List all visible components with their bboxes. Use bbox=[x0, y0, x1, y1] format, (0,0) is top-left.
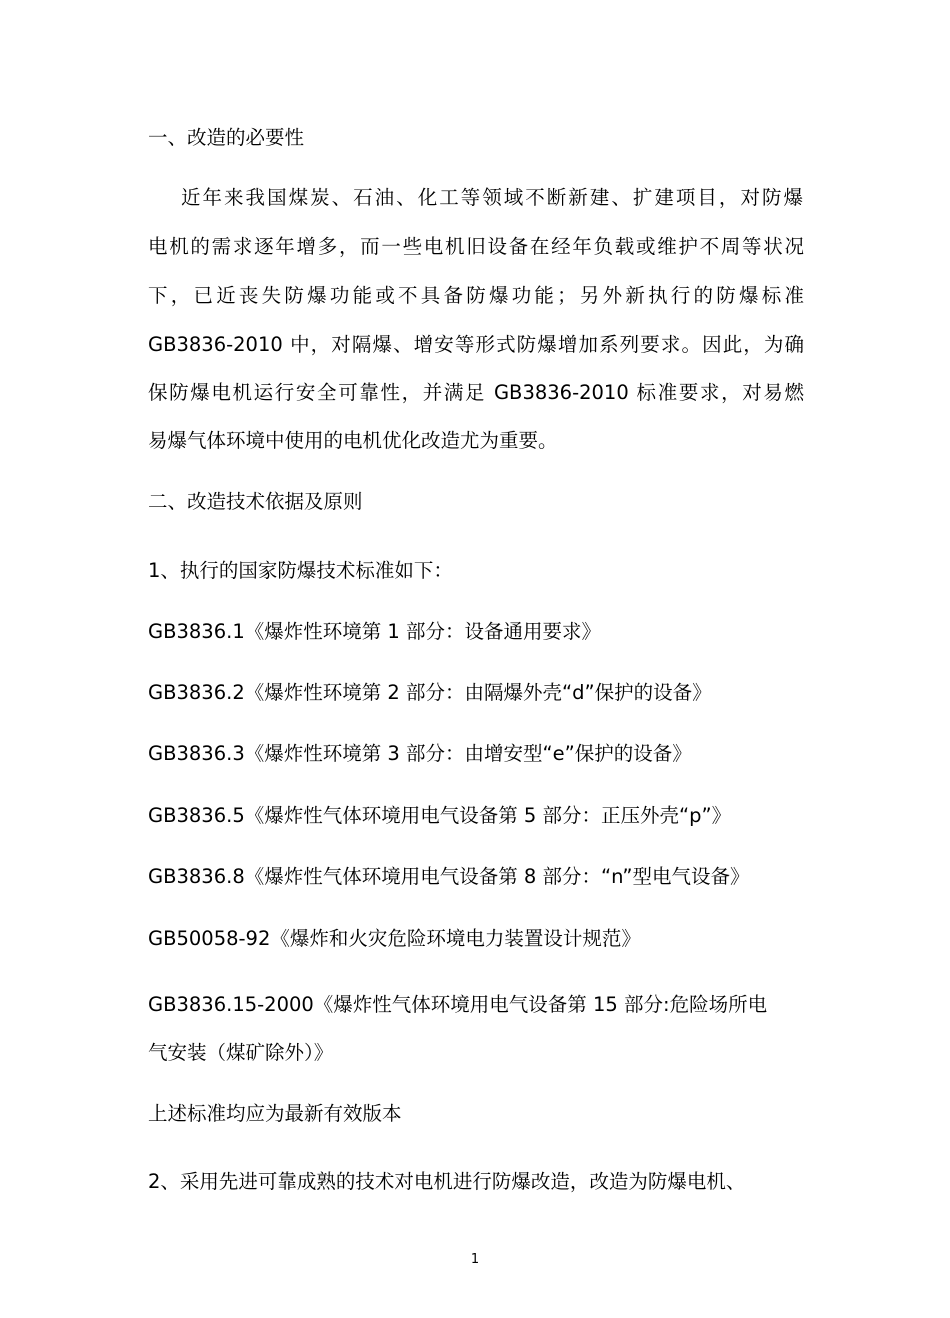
paragraph-line: 易爆气体环境中使用的电机优化改造尤为重要。 bbox=[148, 429, 558, 452]
standard-item-continuation: 气安装（煤矿除外）》 bbox=[148, 1041, 334, 1064]
paragraph-line: 下，已近丧失防爆功能或不具备防爆功能；另外新执行的防爆标准 bbox=[148, 284, 804, 307]
section-heading-necessity: 一、改造的必要性 bbox=[148, 126, 305, 149]
page-number: 1 bbox=[470, 1252, 480, 1267]
section-heading-basis: 二、改造技术依据及原则 bbox=[148, 490, 363, 513]
standard-item: GB50058-92《爆炸和火灾危险环境电力装置设计规范》 bbox=[148, 927, 641, 950]
paragraph-line: 近年来我国煤炭、石油、化工等领域不断新建、扩建项目，对防爆 bbox=[181, 186, 803, 209]
item-2-line: 2、采用先进可靠成熟的技术对电机进行防爆改造，改造为防爆电机、 bbox=[148, 1170, 746, 1193]
paragraph-line: GB3836-2010 中，对隔爆、增安等形式防爆增加系列要求。因此，为确 bbox=[148, 333, 804, 356]
standard-item: GB3836.15-2000《爆炸性气体环境用电气设备第 15 部分:危险场所电 bbox=[148, 993, 768, 1016]
paragraph-line: 电机的需求逐年增多，而一些电机旧设备在经年负载或维护不周等状况 bbox=[148, 235, 804, 258]
paragraph-line: 保防爆电机运行安全可靠性，并满足 GB3836-2010 标准要求，对易燃 bbox=[148, 381, 804, 404]
standard-item: GB3836.5《爆炸性气体环境用电气设备第 5 部分：正压外壳“p”》 bbox=[148, 804, 732, 827]
standard-item: GB3836.8《爆炸性气体环境用电气设备第 8 部分：“n”型电气设备》 bbox=[148, 865, 750, 888]
standard-item: GB3836.1《爆炸性环境第 1 部分：设备通用要求》 bbox=[148, 620, 602, 643]
standard-item: GB3836.3《爆炸性环境第 3 部分：由增安型“e”保护的设备》 bbox=[148, 742, 692, 765]
latest-version-note: 上述标准均应为最新有效版本 bbox=[148, 1102, 402, 1125]
standard-item: GB3836.2《爆炸性环境第 2 部分：由隔爆外壳“d”保护的设备》 bbox=[148, 681, 712, 704]
item-1-heading: 1、执行的国家防爆技术标准如下： bbox=[148, 559, 453, 582]
